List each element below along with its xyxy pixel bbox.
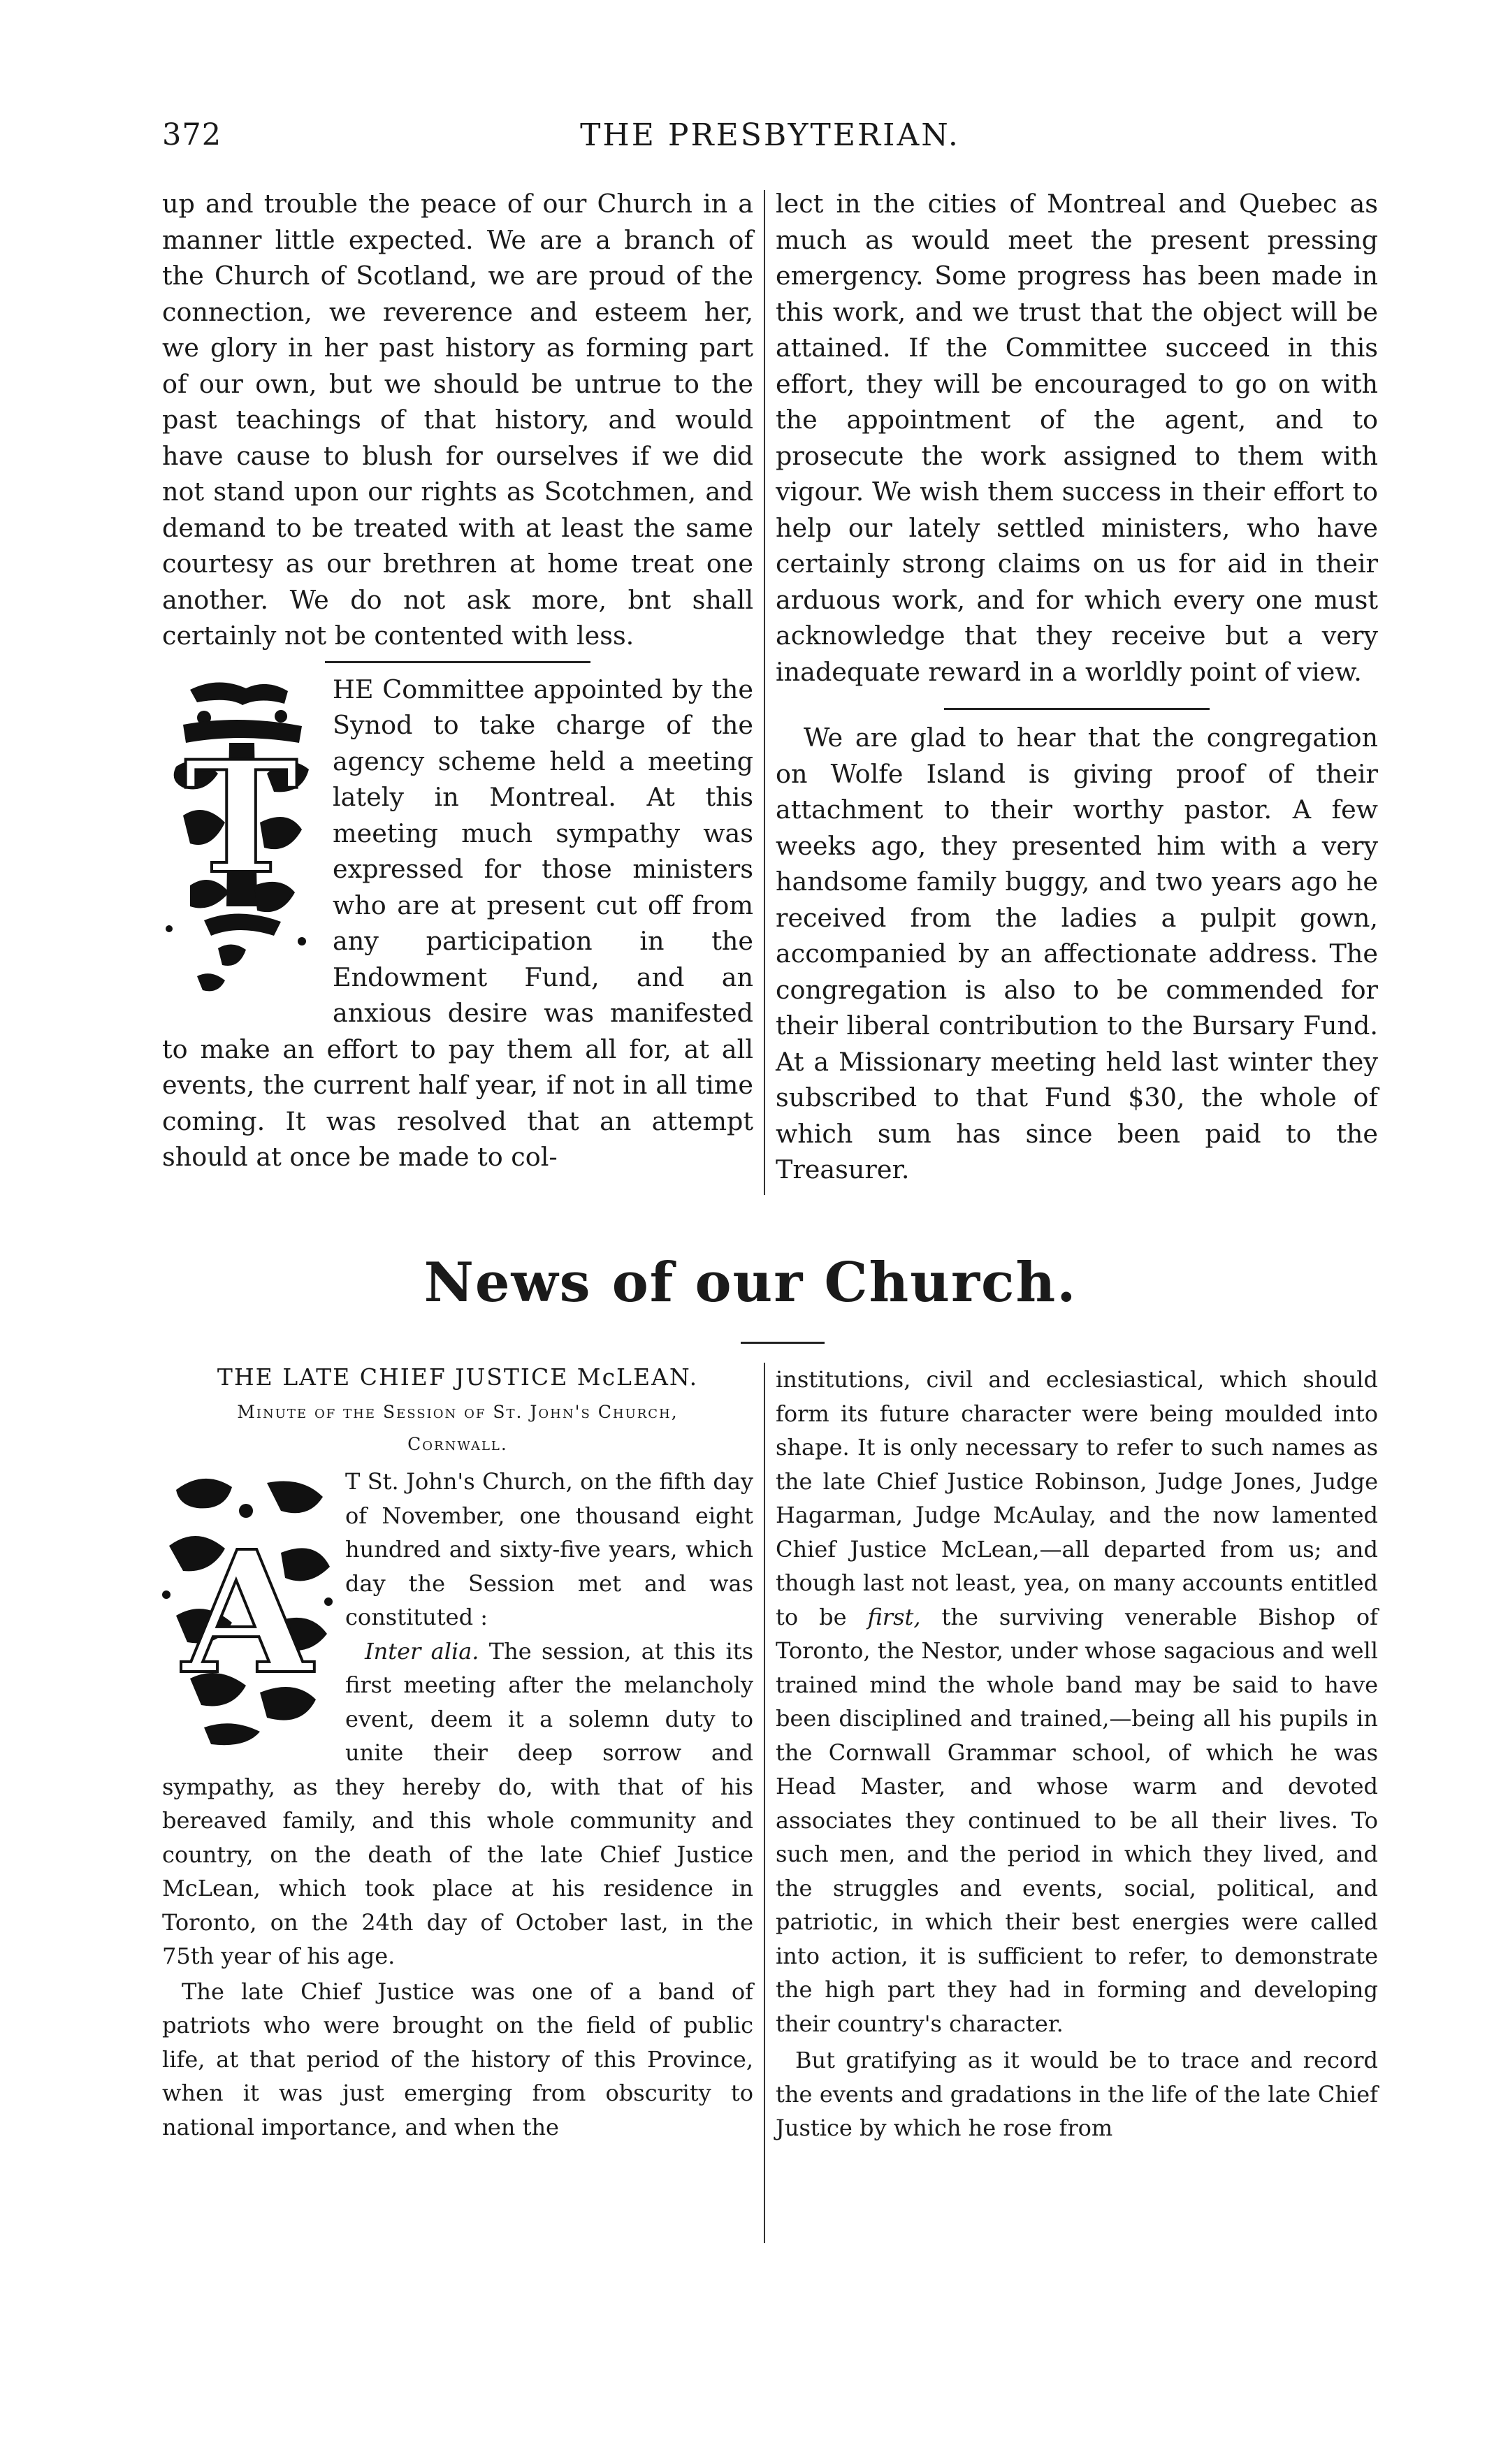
gratifying-paragraph: But gratifying as it would be to trace and record the events and gradations in the life of the late Chief Justice by which he rose from xyxy=(776,2047,1378,2141)
committee-text: HE Committee appointed by the Synod to take charge of the agency scheme held a meeting lately in Montreal. At this meeting much sympathy was expressed for those ministers who are at present cut off from any participation in the Endowment Fund, and an anxious desire was manifested to make an effort to pay them all for, at all events, the current half year, if not in all time coming. It was resolved that an attempt should at once be made to col- xyxy=(162,674,753,1172)
minute-date-text: T St. John's Church, on the fifth day of November, one thousand eight hundred and sixty-five years, which day the Session met and was constituted : xyxy=(345,1468,753,1630)
article-title: THE LATE CHIEF JUSTICE McLEAN. xyxy=(217,1363,699,1391)
minute-resolution-text: The session, at this its first meeting after the melancholy event, deem it a solemn duty to unite their deep sorrow and sympathy, as they hereby do, with that of his bereaved family, and this whole community and country, on the death of the late Chief Justice McLean, which took place at his residence in Toronto, on the 24th day of October last, in the 75th year of his age. xyxy=(162,1637,754,1969)
section-divider xyxy=(944,708,1210,710)
patriots-continuation-text: institutions, civil and ecclesiastical, which should form its future character were being moulded into shape. It is only necessary to refer to such names as the late Chief Justice Robinson, Judge Jones, Judge Hagarman, Judge McAulay, and the now lamented Chief Justice McLean,—all departed from us; and though last not least, yea, on many accounts entitled to be xyxy=(776,1366,1378,1630)
section-divider xyxy=(325,661,590,663)
first-emphasis: first, xyxy=(867,1603,921,1630)
left-column-lower xyxy=(162,1363,753,2144)
patriots-paragraph: The late Chief Justice was one of a band of patriots who were brought on the field of public life, at that period of the history of this Province, when it was just emerging from obscurity to national importance, and when the xyxy=(162,1978,753,2140)
committee-continuation: lect in the cities of Montreal and Quebec as much as would meet the present pressing emergency. Some progress has been made in this work, and we trust that the object will be attained. If the Committee succeed in this effort, they will be encouraged to go on with the appointment of the agent, and to prosecute the work assigned to them with vigour. We wish them success in their effort to help our lately settled ministers, who have certainly strong claims on us for aid in their arduous work, and for which every one must acknowledge that they receive but a very inadequate reward in a worldly point of view. xyxy=(776,189,1378,687)
right-column-upper xyxy=(776,186,1378,1188)
article-subtitle-place: Cornwall. xyxy=(407,1434,508,1454)
running-title: THE PRESBYTERIAN. xyxy=(580,117,960,153)
committee-paragraph xyxy=(162,672,753,1175)
inter-alia: Inter alia. xyxy=(365,1637,479,1665)
left-column-upper xyxy=(162,186,753,1175)
column-divider-bottom xyxy=(764,1363,765,2243)
dropcap-letter: A xyxy=(182,1514,313,1711)
ornamental-dropcap-a xyxy=(162,1469,333,1751)
wolfe-island-paragraph: We are glad to hear that the congregation on Wolfe Island is giving proof of their attachment to their worthy pastor. A few weeks ago, they presented him with a very handsome family buggy, and two years ago he received from the ladies a pulpit gown, accompanied by an affectionate address. The congregation is also to be commended for their liberal contribution to the Bursary Fund. At a Missionary meeting held last winter they subscribed to that Fund $30, the whole of which sum has since been paid to the Treasurer. xyxy=(776,723,1378,1184)
column-divider-top xyxy=(764,190,765,1195)
running-header xyxy=(162,117,1378,159)
page-number: 372 xyxy=(162,117,222,152)
patriots-continuation xyxy=(776,1363,1378,2041)
right-column-lower xyxy=(776,1363,1378,2145)
patriots-continuation-tail: the surviving venerable Bishop of Toronto, the Nestor, under whose sagacious and well trained mind the whole band may be said to have been disciplined and trained,—being all his pupils in the Cornwall Grammar school, of which he was Head Master, and whose warm and devoted associates they continued to be all their lives. To such men, and the period in which they lived, and the struggles and events, social, political, and patriotic, in which their best energies were called into action, it is sufficient to refer, to demonstrate the high part they had in forming and developing their country's character. xyxy=(776,1603,1378,2037)
editorial-continuation: up and trouble the peace of our Church in a manner little expected. We are a branch of the Church of Scotland, we are proud of the connection, we reverence and esteem her, we glory in her past history as forming part of our own, but we should be untrue to the past teachings of that history, and would have cause to blush for ourselves if we did not stand upon our rights as Scotchmen, and demand to be treated with at least the same courtesy as our brethren at home treat one another. We do not ask more, bnt shall certainly not be contented with less. xyxy=(162,189,753,651)
dropcap-letter: T xyxy=(184,726,298,908)
minute-paragraph xyxy=(162,1465,753,1973)
section-heading: News of our Church. xyxy=(423,1251,1078,1314)
article-subtitle: Minute of the Session of St. John's Church, xyxy=(237,1402,679,1422)
ornamental-dropcap-t xyxy=(162,676,320,1003)
heading-rule xyxy=(741,1342,825,1344)
